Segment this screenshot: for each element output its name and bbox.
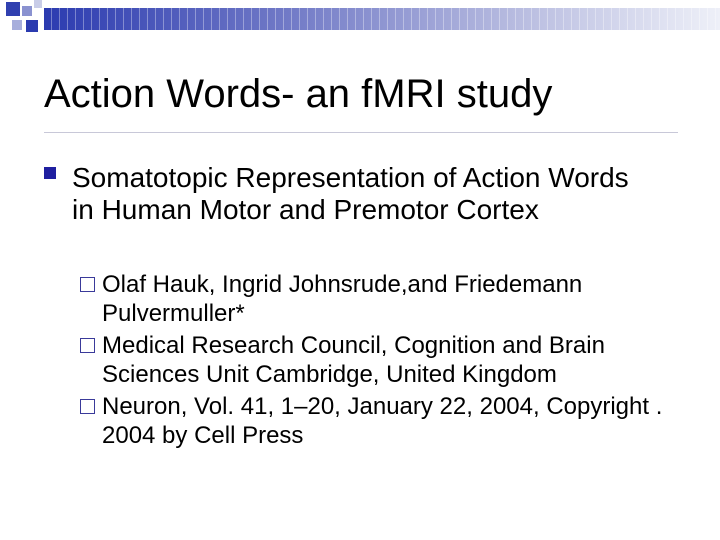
decor-square xyxy=(34,0,42,8)
decor-square xyxy=(22,6,32,16)
title-divider xyxy=(44,132,678,133)
decor-square xyxy=(6,2,20,16)
square-bullet-icon xyxy=(44,167,56,179)
decor-square xyxy=(12,20,22,30)
sub-bullet-text: Medical Research Council, Cognition and Brain Sciences Unit Cambridge, United Kingdom xyxy=(102,332,605,388)
decor-square xyxy=(26,20,38,32)
sub-bullet-item xyxy=(80,392,680,450)
sub-bullet-text: Olaf Hauk, Ingrid Johnsrude,and Friedemann Pulvermuller* xyxy=(102,271,583,327)
hollow-square-bullet-icon xyxy=(80,277,95,292)
sub-bullet-item xyxy=(80,270,680,328)
sub-bullet-item xyxy=(80,331,680,389)
hollow-square-bullet-icon xyxy=(80,338,95,353)
header-decoration xyxy=(0,0,720,40)
header-gradient-texture xyxy=(44,8,720,30)
main-bullet-text: Somatotopic Representation of Action Words in Human Motor and Premotor Cortex xyxy=(72,162,629,225)
sub-bullet-list xyxy=(80,270,680,453)
slide-title: Action Words- an fMRI study xyxy=(44,72,553,116)
hollow-square-bullet-icon xyxy=(80,399,95,414)
sub-bullet-text: Neuron, Vol. 41, 1–20, January 22, 2004, Copyright . 2004 by Cell Press xyxy=(102,393,663,449)
